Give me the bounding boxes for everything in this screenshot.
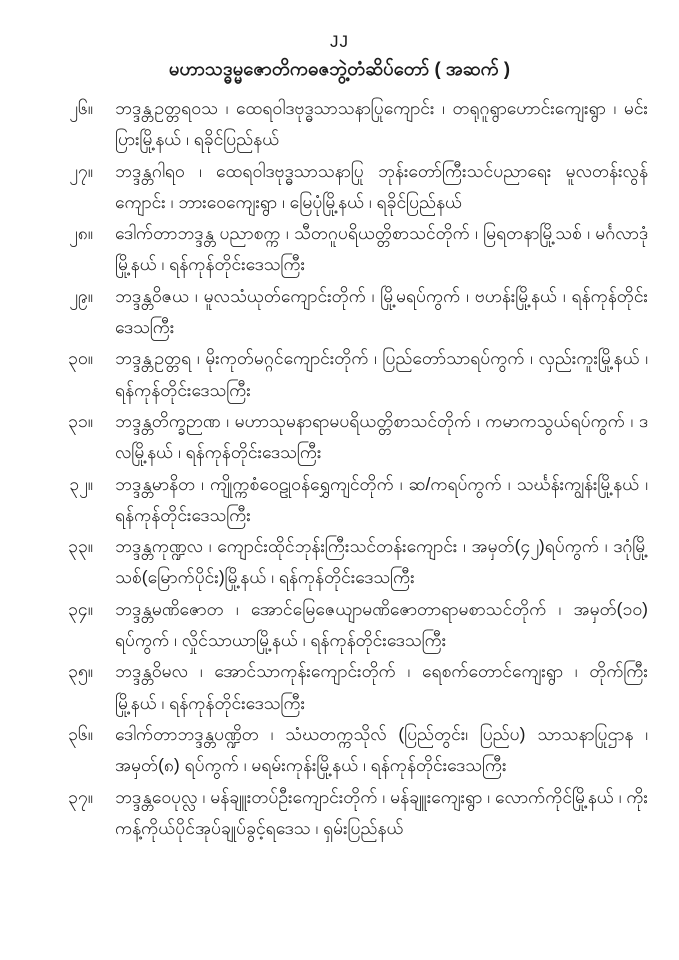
award-recipient-list (0, 93, 679, 844)
item-text: ဒေါက်တာဘဒ္ဒန္တ ပညာစက္က ၊ သီတဂူပရိယတ္တိစာသင်တိုက် ၊ မြရတနာမြို့သစ် ၊ မင်္ဂလာဒုံ မြို့နယ် ၊ ရန်ကုန်တိုင်းဒေသကြီး (115, 223, 648, 275)
item-number: ၂၇။ (69, 160, 93, 181)
item-number: ၃၃။ (68, 536, 93, 557)
item-number: ၂၆။ (69, 98, 93, 118)
list-item (55, 281, 648, 344)
list-item (55, 782, 648, 845)
item-text: ဘဒ္ဒန္တဝိမလ ၊ အောင်သာကုန်းကျောင်းတိုက် ၊ ရေစက်တောင်ကျေးရွာ ၊ တိုက်ကြီး မြို့နယ် ၊ ရန်ကုန်တိုင်းဒေသကြီး (115, 661, 648, 713)
item-text: ဘဒ္ဒန္တဝေပုလ္လ ၊ မန်ချူးတပ်ဦးကျောင်းတိုက် ၊ မန်ချူးကျေးရွာ ၊ လောက်ကိုင်မြို့နယ် ၊ ကိုးကန့်ကိုယ်ပိုင်အုပ်ချုပ်ခွင့်ရဒေသ ၊ ရှမ်းပြည်နယ် (115, 786, 648, 838)
item-text: ဘဒ္ဒန္တမဏိဇောတ ၊ အောင်မြေဇေယျာမဏိဇောတာရာမစာသင်တိုက် ၊ အမှတ်(၁၀) ရပ်ကွက် ၊ လှိုင်သာယာမြို့နယ် ၊ ရန်ကုန်တိုင်းဒေသကြီး (115, 598, 648, 651)
item-text: ဘဒ္ဒန္တတိက္ခဉာဏ ၊ မဟာသုမနာရာမပရိယတ္တိစာသင်တိုက် ၊ ကမာကသွယ်ရပ်ကွက် ၊ ဒလမြို့နယ် ၊ ရန်ကုန်တိုင်းဒေသကြီး (115, 410, 648, 463)
item-text: ဘဒ္ဒန္တဝိဇယ ၊ မူလသံယုတ်ကျောင်းတိုက် ၊ မြို့မရပ်ကွက် ၊ ဗဟန်းမြို့နယ် ၊ ရန်ကုန်တိုင်းဒေသကြီး (115, 285, 648, 338)
list-item (55, 93, 648, 156)
item-number: ၃၆။ (68, 723, 93, 744)
document-title: မဟာသဒ္ဓမ္မဇောတိကဓဇဘွဲ့တံဆိပ်တော် ( အဆက် ) (168, 58, 511, 79)
item-number: ၃၁။ (68, 410, 93, 431)
item-text: ဘဒ္ဒန္တဂါရဝ ၊ ထေရဝါဒဗုဒ္ဓသာသနာပြု ဘုန်းတော်ကြီးသင်ပညာရေး မူလတန်းလွန်ကျောင်း ၊ ဘားဝေကျေးရွာ ၊ မြေပုံမြို့နယ် ၊ ရခိုင်ပြည်နယ် (115, 160, 648, 212)
item-text: ဘဒ္ဒန္တဥတ္တရ ၊ မိုးကုတ်မဂ္ဂင်ကျောင်းတိုက် ၊ ပြည်တော်သာရပ်ကွက် ၊ လှည်းကူးမြို့နယ် ၊ ရန်ကုန်တိုင်းဒေသကြီး (115, 348, 648, 400)
item-number: ၃၄။ (68, 598, 93, 619)
list-item (55, 656, 648, 719)
list-item (55, 719, 648, 782)
list-item (55, 156, 648, 219)
item-number: ၃၅။ (68, 661, 93, 682)
page-number: JJ (330, 32, 349, 51)
list-item (55, 469, 648, 532)
item-text: ဘဒ္ဒန္တမာနိတ ၊ ကျိုက္ကစံဝေဠုဝန်ရွှေကျင်တိုက် ၊ ဆ/ကရပ်ကွက် ၊ သင်္ဃန်းကျွန်းမြို့နယ် ၊ ရန်ကုန်တိုင်းဒေသကြီး (115, 473, 648, 525)
item-number: ၂၈။ (69, 223, 93, 244)
item-number: ၃၇။ (68, 786, 93, 807)
list-item (55, 218, 648, 281)
list-item (55, 594, 648, 657)
list-item (55, 406, 648, 469)
item-number: ၃၂။ (69, 473, 93, 494)
item-number: ၂၉။ (69, 285, 93, 306)
list-item (55, 531, 648, 594)
item-text: ဘဒ္ဒန္တဥတ္တရဝသ ၊ ထေရဝါဒဗုဒ္ဓသာသနာပြုကျောင်း ၊ တရုဂူရွာဟောင်းကျေးရွာ ၊ မင်းပြားမြို့နယ် ၊ ရခိုင်ပြည်နယ် (115, 98, 648, 150)
item-text: ဒေါက်တာဘဒ္ဒန္တပဏ္ဍိတ ၊ သံဃတက္ကသိုလ် (ပြည်တွင်း၊ ပြည်ပ) သာသနာပြုဌာန ၊ အမှတ်(၈) ရပ်ကွက် ၊ မရမ်းကုန်းမြို့နယ် ၊ ရန်ကုန်တိုင်းဒေသကြီး (115, 723, 648, 776)
item-number: ၃၀။ (68, 348, 93, 369)
list-item (55, 343, 648, 406)
item-text: ဘဒ္ဒန္တကုဏ္ဍလ ၊ ကျောင်းထိုင်ဘုန်းကြီးသင်တန်းကျောင်း ၊ အမှတ်(၄၂)ရပ်ကွက် ၊ ဒဂုံမြို့သစ်(မြောက်ပိုင်း)မြို့နယ် ၊ ရန်ကုန်တိုင်းဒေသကြီး (115, 536, 648, 588)
